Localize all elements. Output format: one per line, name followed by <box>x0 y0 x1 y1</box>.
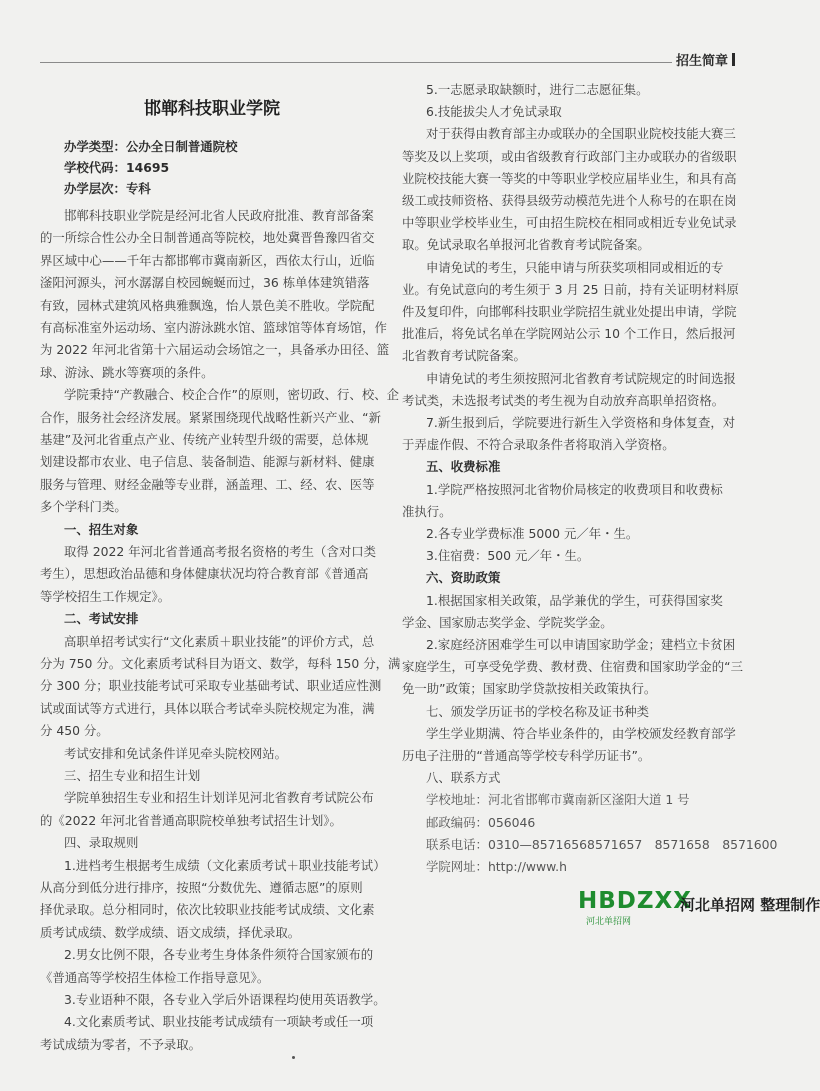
left-text-line: 划建设都市农业、电子信息、装备制造、能源与新材料、健康 <box>40 454 375 470</box>
left-text-line: 2.男女比例不限，各专业考生身体条件须符合国家颁布的 <box>64 947 374 963</box>
right-text-line: 免一助”政策；国家助学贷款按相关政策执行。 <box>402 681 657 697</box>
left-text-line: 三、招生专业和招生计划 <box>64 768 201 783</box>
left-text-line: 的《2022 年河北省普通高职院校单独考试招生计划》。 <box>40 812 342 828</box>
left-text-line: 从高分到低分进行排序，按照“分数优先、遵循志愿”的原则 <box>40 880 363 895</box>
right-text-line: 级工或技师资格、获得县级劳动模范先进个人称号的在职在岗 <box>402 193 737 208</box>
right-text-line: 中等职业学校毕业生，可由招生院校在相同或相近专业免试录 <box>402 215 737 231</box>
right-text-line: 历电子注册的“普通高等学校专科学历证书”。 <box>402 748 651 763</box>
left-text-line: 邯郸科技职业学院是经河北省人民政府批准、教育部备案 <box>64 208 374 223</box>
left-text-line: 4.文化素质考试、职业技能考试成绩有一项缺考或任一项 <box>64 1014 374 1030</box>
left-text-line: 有高标准室外运动场、室内游泳跳水馆、篮球馆等体育场馆，作 <box>40 320 387 335</box>
watermark <box>570 886 820 930</box>
left-text-line: 界区域中心——千年古都邯郸市冀南新区，西依太行山，近临 <box>40 252 375 268</box>
watermark-subtitle: 河北单招网 <box>586 917 632 927</box>
right-text-line: 业。有免试意向的考生须于 3 月 25 日前，持有关证明材料原 <box>402 281 739 297</box>
right-text-line: 1.根据国家相关政策，品学兼优的学生，可获得国家奖 <box>426 592 723 608</box>
right-text-line: 2.各专业学费标准 5000 元／年・生。 <box>426 526 639 541</box>
left-text-line: 《普通高等学校招生体检工作指导意见》。 <box>40 969 270 985</box>
right-text-line: 学院网址：http://www.h <box>426 859 567 874</box>
right-text-line: 七、颁发学历证书的学校名称及证书种类 <box>426 703 650 719</box>
right-text-line: 2.家庭经济困难学生可以申请国家助学金；建档立卡贫困 <box>426 637 736 652</box>
left-text-line: 考试成绩为零者，不予录取。 <box>40 1036 202 1052</box>
school-name: 邯郸科技职业学院 <box>144 99 280 119</box>
left-text-line: 取得 2022 年河北省普通高考报名资格的考生（含对口类 <box>64 544 377 559</box>
right-text-line: 业院校技能大赛一等奖的中等职业学校应届毕业生，和具有高 <box>402 170 737 186</box>
right-text-line: 5.一志愿录取缺额时，进行二志愿征集。 <box>426 82 649 97</box>
header-rule <box>40 62 672 63</box>
right-text-line: 批准后，将免试名单在学院网站公示 10 个工作日，然后报河 <box>402 326 736 342</box>
left-text-line: 1.进档考生根据考生成绩（文化素质考试＋职业技能考试） <box>64 857 386 873</box>
right-text-line: 申请免试的考生，只能申请与所获奖项相同或相近的专 <box>426 259 724 275</box>
section-tag-bar <box>732 53 735 66</box>
right-text-line: 对于获得由教育部主办或联办的全国职业院校技能大赛三 <box>426 126 736 142</box>
right-text-line: 申请免试的考生须按照河北省教育考试院规定的时间选报 <box>426 370 736 386</box>
left-text-line: 学院秉持“产教融合、校企合作”的原则，密切政、行、校、企 <box>64 387 399 403</box>
right-text-line: 准执行。 <box>402 503 452 519</box>
right-text-line: 考试类，未选报考试类的考生视为自动放弃高职单招资格。 <box>402 392 725 408</box>
right-text-line: 6.技能拔尖人才免试录取 <box>426 104 562 120</box>
right-text-line: 家庭学生，可享受免学费、教材费、住宿费和国家助学金的“三 <box>402 659 743 675</box>
left-text-line: 分 450 分。 <box>40 723 109 739</box>
left-text-line: 择优录取。总分相同时，依次比较职业技能考试成绩、文化素 <box>40 902 375 918</box>
info-level: 办学层次：专科 <box>64 181 151 196</box>
left-text-line: 有致，园林式建筑风格典雅飘逸，怡人景色美不胜收。学院配 <box>40 297 375 313</box>
right-text-line: 联系电话：0310—85716568571657 8571658 8571600 <box>426 836 778 852</box>
left-text-line: 的一所综合性公办全日制普通高等院校，地处冀晋鲁豫四省交 <box>40 230 375 246</box>
left-text-line: 一、招生对象 <box>64 521 139 537</box>
left-text-line: 试或面试等方式进行，具体以联合考试牵头院校规定为准，满 <box>40 700 375 716</box>
left-text-line: 服务与管理、财经金融等专业群，涵盖理、工、经、农、医等 <box>40 476 375 492</box>
right-text-line: 学校地址：河北省邯郸市冀南新区滏阳大道 1 号 <box>426 792 690 808</box>
right-text-line: 北省教育考试院备案。 <box>402 348 526 364</box>
watermark-text: 河北单招网 整理制作 <box>680 896 820 914</box>
left-text-line: 学院单独招生专业和招生计划详见河北省教育考试院公布 <box>64 790 374 806</box>
left-text-line: 分 300 分；职业技能考试可采取专业基础考试、职业适应性测 <box>40 678 382 694</box>
info-code: 学校代码：14695 <box>64 160 170 175</box>
watermark-logo: HBDZXX <box>578 888 693 914</box>
right-text-line: 7.新生报到后，学院要进行新生入学资格和身体复查，对 <box>426 415 736 430</box>
left-text-line: 多个学科门类。 <box>40 499 127 515</box>
left-text-line: 考生），思想政治品德和身体健康状况均符合教育部《普通高 <box>40 566 369 582</box>
right-text-line: 件及复印件，向邯郸科技职业学院招生就业处提出申请，学院 <box>402 304 737 319</box>
right-text-line: 五、收费标准 <box>426 459 501 475</box>
left-text-line: 滏阳河源头，河水潺潺自校园蜿蜒而过，36 栋单体建筑错落 <box>40 275 370 291</box>
left-text-line: 3.专业语种不限，各专业入学后外语课程均使用英语教学。 <box>64 992 386 1007</box>
info-type: 办学类型：公办全日制普通院校 <box>64 139 238 154</box>
left-text-line: 二、考试安排 <box>64 611 139 627</box>
right-text-line: 3.住宿费：500 元／年・生。 <box>426 548 590 564</box>
right-text-line: 取。免试录取名单报河北省教育考试院备案。 <box>402 237 650 253</box>
right-text-line: 学金、国家励志奖学金、学院奖学金。 <box>402 614 613 630</box>
left-text-line: 四、录取规则 <box>64 835 139 851</box>
section-tag: 招生简章 <box>676 54 729 69</box>
left-text-line: 高职单招考试实行“文化素质＋职业技能”的评价方式，总 <box>64 633 375 649</box>
left-text-line: 等学校招生工作规定》。 <box>40 588 171 604</box>
left-text-line: 合作，服务社会经济发展。紧紧围绕现代战略性新兴产业、“新 <box>40 409 381 425</box>
right-text-line: 1.学院严格按照河北省物价局核定的收费项目和收费标 <box>426 481 723 497</box>
left-text-line: 分为 750 分。文化素质考试科目为语文、数学，每科 150 分，满 <box>40 656 401 671</box>
page-dot <box>292 1056 295 1059</box>
left-text-line: 考试安排和免试条件详见牵头院校网站。 <box>64 745 288 761</box>
left-text-line: 基建”及河北省重点产业、传统产业转型升级的需要，总体规 <box>40 432 369 447</box>
right-text-line: 六、资助政策 <box>426 570 501 586</box>
right-text-line: 等奖及以上奖项，或由省级教育行政部门主办或联办的省级职 <box>402 148 737 164</box>
right-text-line: 邮政编码：056046 <box>426 814 536 830</box>
left-text-line: 球、游泳、跳水等赛项的条件。 <box>40 364 214 380</box>
right-text-line: 于弄虚作假、不符合录取条件者将取消入学资格。 <box>402 437 675 453</box>
left-text-line: 为 2022 年河北省第十六届运动会场馆之一，具备承办田径、篮 <box>40 342 390 358</box>
right-text-line: 学生学业期满、符合毕业条件的，由学校颁发经教育部学 <box>426 725 736 741</box>
right-text-line: 八、联系方式 <box>426 770 501 786</box>
left-text-line: 质考试成绩、数学成绩、语文成绩，择优录取。 <box>40 924 301 940</box>
